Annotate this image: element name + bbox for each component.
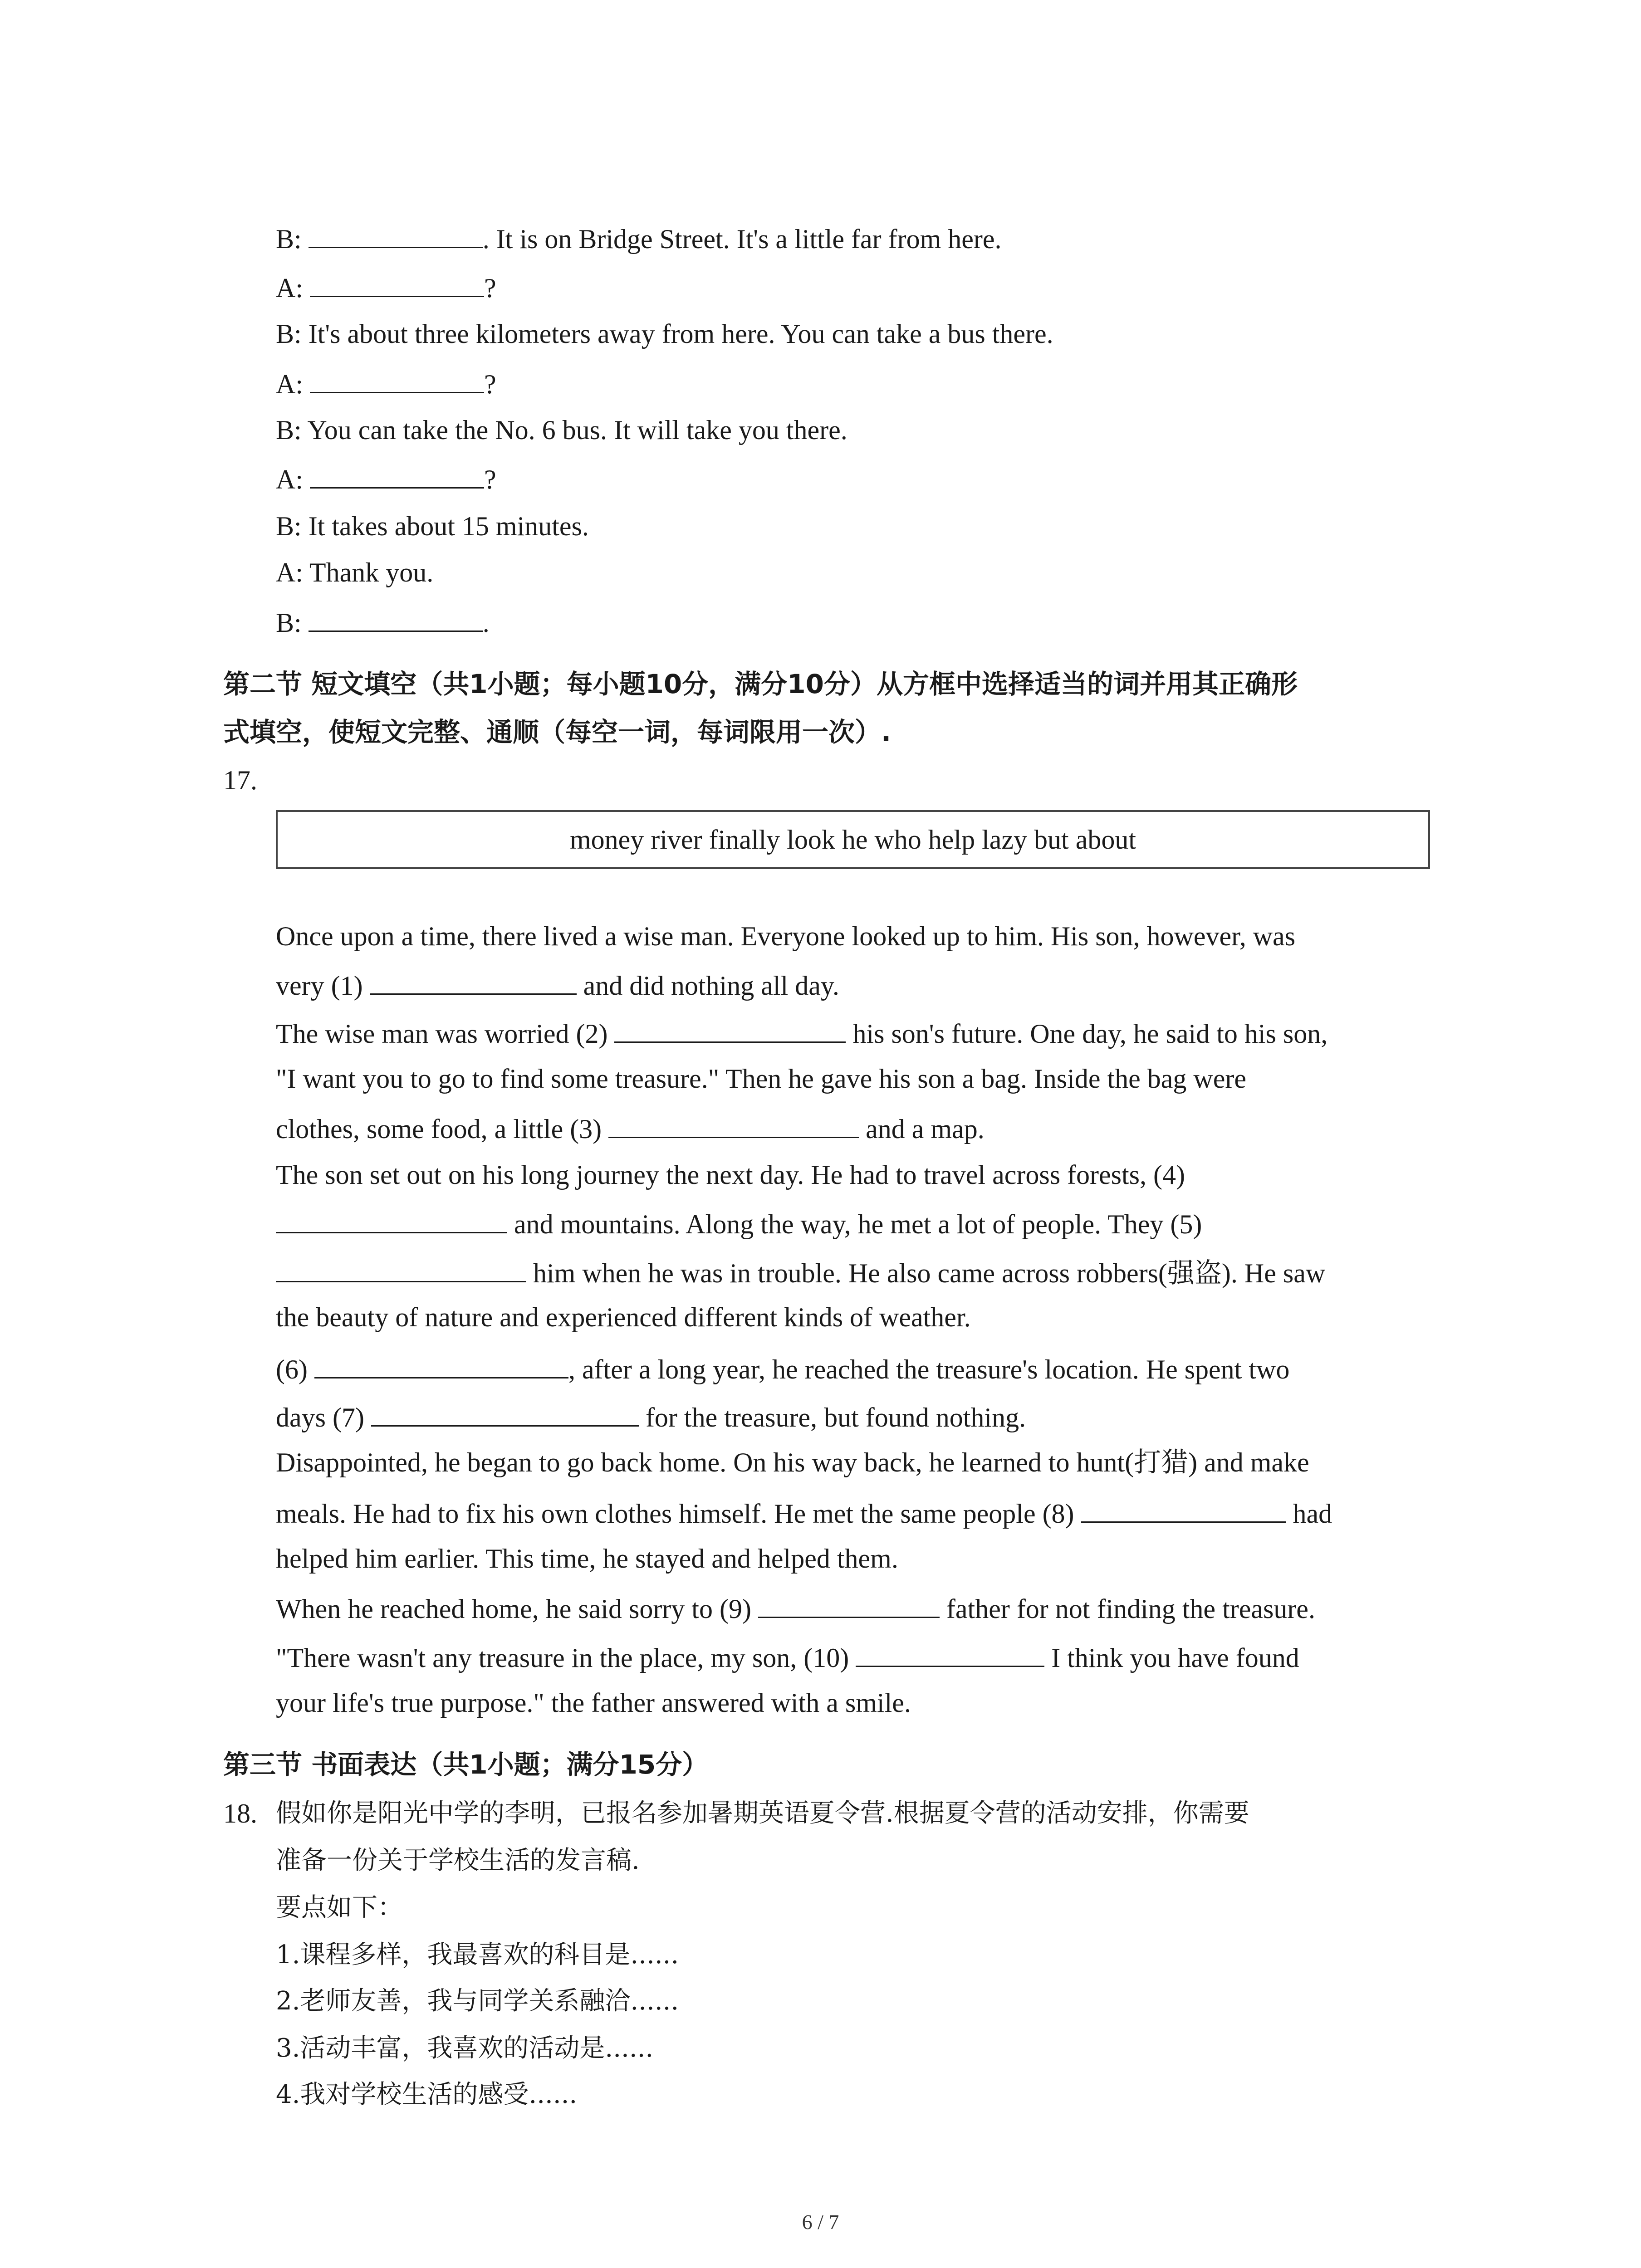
passage-line: The wise man was worried (2) his son's future. One day, he said to his son, — [276, 1014, 1327, 1052]
point-item: 4.我对学校生活的感受...... — [276, 2080, 578, 2109]
passage-line: "I want you to go to find some treasure." Then he gave his son a bag. Inside the bag were — [276, 1064, 1246, 1094]
passage-line: your life's true purpose." the father answered with a smile. — [276, 1688, 911, 1718]
question-number: 17. — [223, 765, 257, 795]
answer-blank[interactable] — [309, 603, 483, 632]
dialogue-line: B: It takes about 15 minutes. — [276, 511, 589, 541]
answer-blank[interactable] — [758, 1589, 940, 1618]
passage-line: him when he was in trouble. He also came across robbers(强盗). He saw — [276, 1254, 1325, 1291]
passage-line: Disappointed, he began to go back home. On his way back, he learned to hunt(打猎) and make — [276, 1447, 1309, 1477]
answer-blank[interactable] — [1081, 1494, 1286, 1523]
page-number: 6 / 7 — [802, 2210, 839, 2234]
dialogue-line: B: . — [276, 603, 490, 641]
passage-line: and mountains. Along the way, he met a lot of people. They (5) — [276, 1205, 1202, 1242]
word-box: money river finally look he who help lazy but about — [276, 810, 1430, 869]
passage-line: helped him earlier. This time, he stayed and helped them. — [276, 1544, 898, 1574]
dialogue-line: B: . It is on Bridge Street. It's a little far from here. — [276, 220, 1002, 257]
answer-blank[interactable] — [276, 1205, 507, 1233]
answer-blank[interactable] — [314, 1350, 568, 1378]
passage-line: Once upon a time, there lived a wise man. Everyone looked up to him. His son, however, was — [276, 921, 1296, 951]
dialogue-line: B: It's about three kilometers away from here. You can take a bus there. — [276, 319, 1053, 349]
answer-blank[interactable] — [856, 1638, 1044, 1667]
answer-blank[interactable] — [310, 460, 484, 489]
answer-blank[interactable] — [309, 220, 483, 248]
answer-blank[interactable] — [608, 1110, 859, 1138]
section-heading: 第三节 书面表达（共1小题；满分15分） — [223, 1749, 709, 1780]
dialogue-line: A: Thank you. — [276, 557, 434, 587]
dialogue-line: A: ? — [276, 460, 496, 498]
answer-blank[interactable] — [614, 1014, 846, 1043]
points-title: 要点如下： — [276, 1893, 403, 1922]
answer-blank[interactable] — [310, 365, 484, 393]
section-heading: 第二节 短文填空（共1小题；每小题10分，满分10分）从方框中选择适当的词并用其正确形 — [223, 669, 1298, 699]
answer-blank[interactable] — [371, 1398, 639, 1427]
point-item: 3.活动丰富，我喜欢的活动是...... — [276, 2033, 654, 2063]
passage-line: the beauty of nature and experienced different kinds of weather. — [276, 1302, 971, 1332]
answer-blank[interactable] — [276, 1254, 526, 1282]
passage-line: The son set out on his long journey the next day. He had to travel across forests, (4) — [276, 1160, 1185, 1190]
passage-line: clothes, some food, a little (3) and a map. — [276, 1110, 985, 1147]
passage-line: days (7) for the treasure, but found nothing. — [276, 1398, 1026, 1436]
dialogue-line: A: ? — [276, 269, 496, 306]
dialogue-line: A: ? — [276, 365, 496, 402]
dialogue-line: B: You can take the No. 6 bus. It will take you there. — [276, 415, 847, 445]
question-number: 18. — [223, 1799, 257, 1828]
answer-blank[interactable] — [370, 966, 577, 995]
answer-blank[interactable] — [310, 269, 484, 297]
passage-line: meals. He had to fix his own clothes himself. He met the same people (8) had — [276, 1494, 1332, 1532]
point-item: 2.老师友善，我与同学关系融洽...... — [276, 1986, 679, 2016]
passage-line: "There wasn't any treasure in the place, my son, (10) I think you have found — [276, 1638, 1299, 1676]
question-prompt: 假如你是阳光中学的李明，已报名参加暑期英语夏令营.根据夏令营的活动安排，你需要 — [276, 1799, 1249, 1828]
passage-line: When he reached home, he said sorry to (9) father for not finding the treasure. — [276, 1589, 1315, 1627]
passage-line: (6) , after a long year, he reached the treasure's location. He spent two — [276, 1350, 1289, 1388]
section-heading: 式填空，使短文完整、通顺（每空一词，每词限用一次）. — [223, 717, 892, 748]
passage-line: very (1) and did nothing all day. — [276, 966, 839, 1004]
question-prompt: 准备一份关于学校生活的发言稿. — [276, 1846, 640, 1875]
point-item: 1.课程多样，我最喜欢的科目是...... — [276, 1940, 679, 1970]
